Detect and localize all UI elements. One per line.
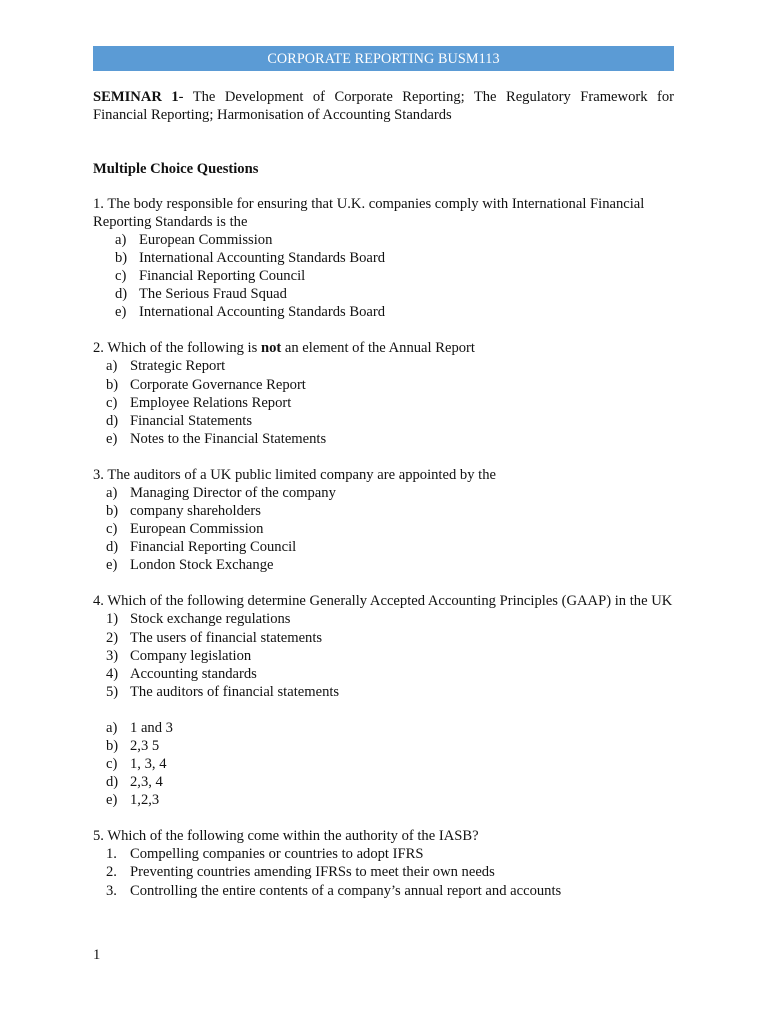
- option-b: [93, 376, 674, 394]
- option-label: International Accounting Standards Board: [139, 250, 386, 267]
- question-text: 1. The body responsible for ensuring that U.K. companies comply with International Financial Reporting Standards is the: [93, 196, 645, 230]
- statement-item: [93, 629, 674, 647]
- option-marker: c): [106, 756, 118, 773]
- option-label: 2,3, 4: [130, 774, 163, 791]
- option-marker: e): [115, 304, 127, 321]
- option-d: [93, 538, 674, 556]
- option-e: [93, 303, 674, 321]
- option-b: [93, 249, 674, 267]
- option-marker: c): [106, 394, 118, 411]
- option-c: [93, 267, 674, 285]
- answer-options: [93, 719, 674, 809]
- option-a: [93, 484, 674, 502]
- question-4: [93, 592, 674, 809]
- option-label: The Serious Fraud Squad: [139, 286, 287, 303]
- statement-item: [93, 647, 674, 665]
- option-marker: e): [106, 430, 118, 447]
- option-marker: c): [106, 521, 118, 538]
- option-label: 1, 3, 4: [130, 756, 167, 773]
- statement-label: Preventing countries amending IFRSs to meet their own needs: [130, 864, 495, 881]
- option-label: Strategic Report: [130, 358, 226, 375]
- option-marker: a): [106, 484, 118, 501]
- course-title-banner: CORPORATE REPORTING BUSM113: [93, 46, 674, 71]
- statement-marker: 4): [106, 665, 119, 682]
- option-d: [93, 412, 674, 430]
- statement-label: The auditors of financial statements: [130, 683, 340, 700]
- option-label: Employee Relations Report: [130, 394, 292, 411]
- seminar-heading: [93, 88, 674, 124]
- answer-options: [93, 484, 674, 574]
- question-text-part: an element of the Annual Report: [281, 340, 475, 357]
- option-label: Managing Director of the company: [130, 484, 336, 501]
- option-marker: d): [106, 774, 119, 791]
- question-2: [93, 339, 674, 447]
- question-text: 4. Which of the following determine Generally Accepted Accounting Principles (GAAP) in the UK: [93, 593, 673, 610]
- question-5: [93, 827, 674, 899]
- statement-list: [93, 610, 674, 700]
- option-e: [93, 791, 674, 809]
- statement-marker: 1): [106, 611, 119, 628]
- spacer: [93, 701, 674, 719]
- statement-label: Controlling the entire contents of a company’s annual report and accounts: [130, 882, 562, 899]
- statement-item: [93, 845, 674, 863]
- statement-item: [93, 610, 674, 628]
- statement-item: [93, 863, 674, 881]
- option-a: [93, 231, 674, 249]
- statement-list: [93, 845, 674, 899]
- question-emphasis: not: [260, 340, 282, 357]
- option-marker: a): [106, 358, 118, 375]
- seminar-label: SEMINAR 1: [93, 89, 179, 105]
- option-label: European Commission: [130, 521, 264, 538]
- statement-marker: 3): [106, 647, 119, 664]
- statement-item: [93, 665, 674, 683]
- statement-marker: 1.: [106, 846, 117, 863]
- option-label: International Accounting Standards Board: [139, 304, 386, 321]
- question-3: [93, 466, 674, 574]
- statement-label: Company legislation: [130, 647, 252, 664]
- statement-label: Compelling companies or countries to adopt IFRS: [130, 846, 424, 863]
- option-label: European Commission: [139, 232, 273, 248]
- option-label: 1 and 3: [130, 719, 173, 736]
- statement-item: [93, 882, 674, 900]
- option-marker: e): [106, 557, 118, 574]
- option-a: [93, 357, 674, 375]
- statement-marker: 2): [106, 629, 119, 646]
- option-marker: a): [106, 719, 118, 736]
- option-c: [93, 520, 674, 538]
- option-label: Financial Reporting Council: [130, 539, 297, 556]
- option-label: Financial Reporting Council: [139, 268, 306, 285]
- option-marker: a): [115, 232, 127, 248]
- option-label: London Stock Exchange: [130, 557, 274, 574]
- option-label: Corporate Governance Report: [130, 376, 306, 393]
- question-text-part: 2. Which of the following is: [93, 340, 261, 357]
- question-text: 3. The auditors of a UK public limited company are appointed by the: [93, 466, 496, 483]
- option-label: 1,2,3: [130, 792, 160, 809]
- option-c: [93, 755, 674, 773]
- section-title: Multiple Choice Questions: [93, 161, 259, 177]
- option-e: [93, 430, 674, 448]
- option-b: [93, 737, 674, 755]
- question-text: 5. Which of the following come within the authority of the IASB?: [93, 828, 479, 845]
- question-text: [93, 339, 674, 357]
- question-1: [93, 195, 674, 321]
- statement-label: The users of financial statements: [130, 629, 323, 646]
- option-label: company shareholders: [130, 503, 261, 520]
- option-c: [93, 394, 674, 412]
- option-marker: d): [115, 286, 128, 303]
- statement-label: Stock exchange regulations: [130, 611, 291, 628]
- option-d: [93, 773, 674, 791]
- option-marker: b): [106, 737, 119, 754]
- option-marker: d): [106, 412, 119, 429]
- option-label: Notes to the Financial Statements: [130, 430, 327, 447]
- option-marker: d): [106, 539, 119, 556]
- option-label: Financial Statements: [130, 412, 252, 429]
- statement-label: Accounting standards: [130, 665, 257, 682]
- statement-marker: 2.: [106, 864, 117, 881]
- option-d: [93, 285, 674, 303]
- option-marker: e): [106, 792, 118, 809]
- answer-options: [93, 357, 674, 447]
- answer-options: [93, 231, 674, 321]
- seminar-description: - The Development of Corporate Reporting; The Regulatory Framework for Financial Reporting; Harmonisation of Accounting Standards: [93, 89, 674, 123]
- option-marker: b): [115, 250, 128, 267]
- option-marker: c): [115, 268, 127, 285]
- option-a: [93, 719, 674, 737]
- option-label: 2,3 5: [130, 737, 160, 754]
- option-marker: b): [106, 503, 119, 520]
- option-marker: b): [106, 376, 119, 393]
- option-e: [93, 556, 674, 574]
- option-b: [93, 502, 674, 520]
- statement-marker: 3.: [106, 882, 117, 899]
- statement-item: [93, 683, 674, 701]
- statement-marker: 5): [106, 683, 119, 700]
- document-page: [93, 46, 674, 900]
- page-number: 1: [93, 947, 101, 963]
